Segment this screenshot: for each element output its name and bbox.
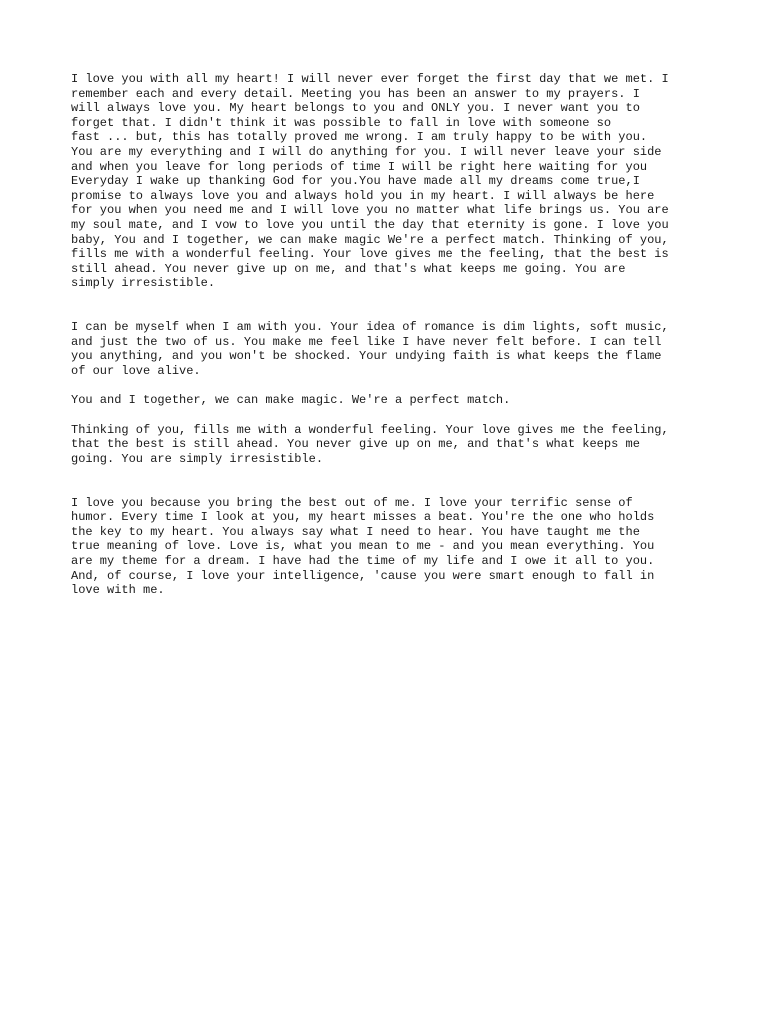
document-body: [71, 72, 711, 598]
paragraph-5: I love you because you bring the best out of me. I love your terrific sense of humor. Every time I look at you, my heart misses a beat. You're the one who holds the key to my heart. You always say what I need to hear. You have taught me the true meaning of love. Love is, what you mean to me - and you mean everything. You are my theme for a dream. I have had the time of my life and I owe it all to you. And, of course, I love your intelligence, 'cause you were smart enough to fall in love with me.: [71, 495, 655, 598]
paragraph-spacer: [71, 408, 711, 423]
paragraph-1: I love you with all my heart! I will never ever forget the first day that we met. I remember each and every detail. Meeting you has been an answer to my prayers. I will always love you. My heart belongs to you and ONLY you. I never want you to forget that. I didn't think it was possible to fall in love with someone so fast ... but, this has totally proved me wrong. I am truly happy to be with you. You are my everything and I will do anything for you. I will never leave your side and when you leave for long periods of time I will be right here waiting for you Everyday I wake up thanking God for you.You have made all my dreams come true,I promise to always love you and always hold you in my heart. I will always be here for you when you need me and I will love you no matter what life brings us. You are my soul mate, and I vow to love you until the day that eternity is gone. I love you baby, You and I together, we can make magic We're a perfect match. Thinking of you, fills me with a wonderful feeling. Your love gives me the feeling, that the best is still ahead. You never give up on me, and that's what keeps me going. You are simply irresistible.: [71, 72, 669, 291]
paragraph-4: Thinking of you, fills me with a wonderful feeling. Your love gives me the feeling, that the best is still ahead. You never give up on me, and that's what keeps me going. You are simply irresistible.: [71, 422, 669, 467]
paragraph-spacer: [71, 378, 711, 393]
paragraph-spacer: [71, 467, 711, 496]
paragraph-spacer: [71, 291, 711, 320]
paragraph-3: You and I together, we can make magic. We're a perfect match.: [71, 393, 511, 408]
paragraph-2: I can be myself when I am with you. Your idea of romance is dim lights, soft music, and just the two of us. You make me feel like I have never felt before. I can tell you anything, and you won't be shocked. Your undying faith is what keeps the flame of our love alive.: [71, 319, 669, 378]
